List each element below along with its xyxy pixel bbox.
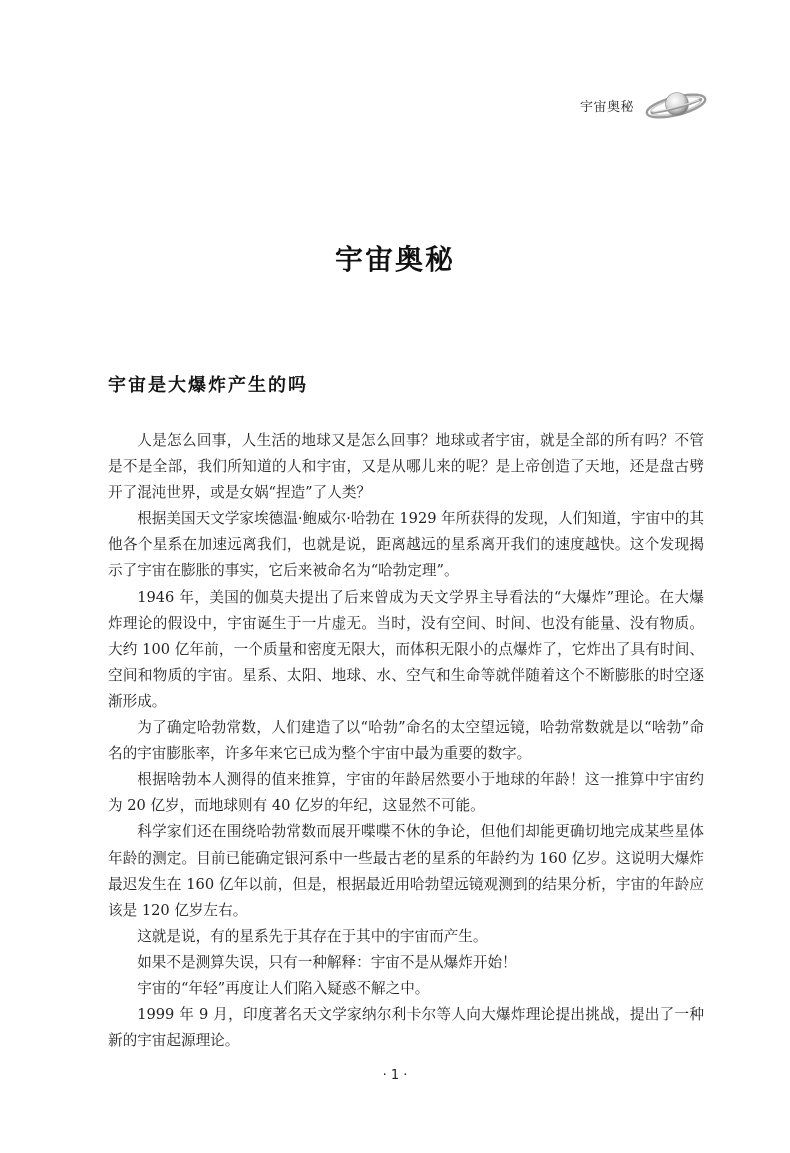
paragraph: 根据美国天文学家埃德温·鲍威尔·哈勃在 1929 年所获得的发现，人们知道，宇宙中的其他各个星系在加速远离我们，也就是说，距离越远的星系离开我们的速度越快。这个发现揭示了宇宙在膨胀的事实，它后来被命名为“哈勃定理”。 <box>108 510 704 580</box>
paragraph: 1946 年，美国的伽莫夫提出了后来曾成为天文学界主导看法的“大爆炸”理论。在大爆炸理论的假设中，宇宙诞生于一片虚无。当时，没有空间、时间、也没有能量、没有物质。大约 100 亿年前，一个质量和密度无限大，而体积无限小的点爆炸了，它炸出了具有时间、空间和物质的宇宙。星系、太阳、地球、水、空气和生命等就伴随着这个不断膨胀的时空逐渐形成。 <box>108 588 704 710</box>
paragraph: 为了确定哈勃常数，人们建造了以“哈勃”命名的太空望远镜，哈勃常数就是以“啥勃”命名的宇宙膨胀率，许多年来它已成为整个宇宙中最为重要的数字。 <box>108 719 704 763</box>
saturn-icon <box>644 88 708 122</box>
paragraph: 科学家们还在围绕哈勃常数而展开喋喋不休的争论，但他们却能更确切地完成某些星体年龄的测定。目前已能确定银河系中一些最古老的星系的年龄约为 160 亿岁。这说明大爆炸最迟发生在 160 亿年以前，但是，根据最近用哈勃望远镜观测到的结果分析，宇宙的年龄应该是 120 亿岁左右。 <box>108 823 704 919</box>
paragraph: 人是怎么回事，人生活的地球又是怎么回事？地球或者宇宙，就是全部的所有吗？不管是不是全部，我们所知道的人和宇宙，又是从哪儿来的呢？是上帝创造了天地，还是盘古劈开了混沌世界，或是女娲“捏造”了人类？ <box>108 432 704 502</box>
chapter-title: 宇宙奥秘 <box>334 243 455 276</box>
paragraph: 根据啥勃本人测得的值来推算，宇宙的年龄居然要小于地球的年龄！这一推算中宇宙约为 20 亿岁，而地球则有 40 亿岁的年纪，这显然不可能。 <box>108 771 704 815</box>
section-title: 宇宙是大爆炸产生的吗 <box>108 375 308 396</box>
running-header <box>560 88 710 122</box>
page-number: · 1 · <box>382 1068 408 1083</box>
paragraph: 这就是说，有的星系先于其存在于其中的宇宙而产生。 <box>137 927 488 945</box>
running-title: 宇宙奥秘 <box>580 99 635 115</box>
paragraph: 如果不是测算失误，只有一种解释：宇宙不是从爆炸开始！ <box>137 953 517 971</box>
paragraph: 1999 年 9 月，印度著名天文学家纳尔利卡尔等人向大爆炸理论提出挑战，提出了一种新的宇宙起源理论。 <box>108 1006 704 1050</box>
paragraph: 宇宙的“年轻”再度让人们陷入疑惑不解之中。 <box>137 979 430 997</box>
body-text <box>108 428 704 1054</box>
